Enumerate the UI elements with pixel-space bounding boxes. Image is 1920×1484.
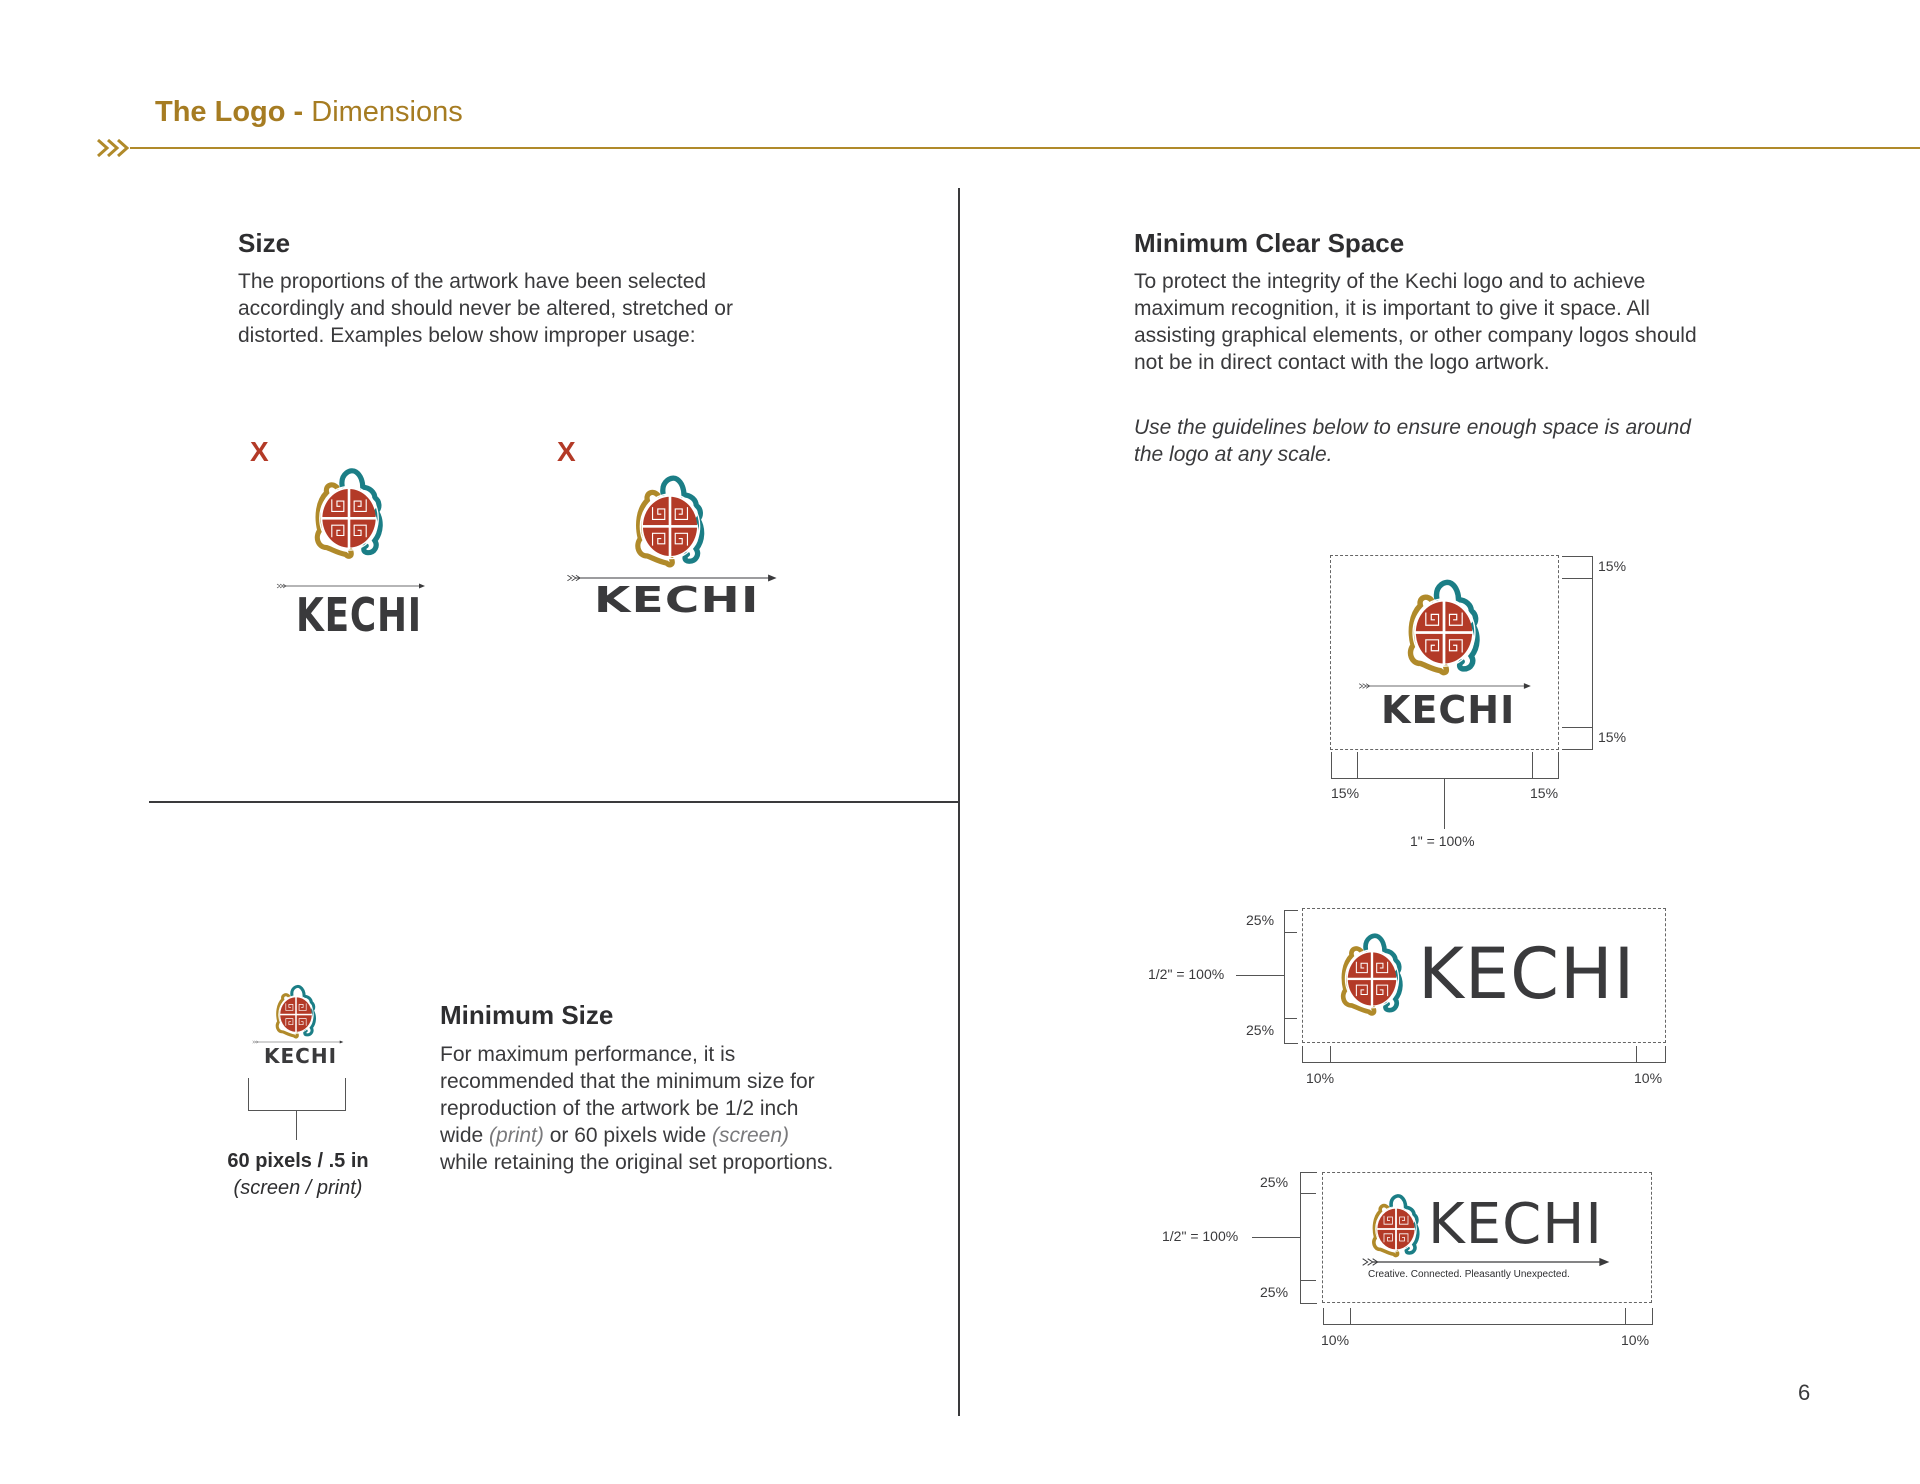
scale-label: 1/2" = 100% [1162,1228,1239,1244]
improper-usage-x-icon: X [250,436,269,467]
bottom-margin-label: 25% [1246,1022,1275,1038]
page-title-bold: The Logo - [155,96,304,128]
logo-wordmark: KECHI [1418,933,1636,1015]
left-margin-label: 15% [1331,785,1360,801]
tick [1284,1018,1297,1019]
right-measure-bracket [1562,556,1593,729]
small-logo-mark [270,984,322,1040]
logo-tagline: Creative. Connected. Pleasantly Unexpected. [1368,1269,1570,1280]
small-wordmark: KECHI [264,1044,338,1068]
scale-label: 1/2" = 100% [1148,966,1225,982]
bracket-stem [1236,975,1284,976]
tick [1562,727,1593,750]
top-margin-label: 15% [1598,558,1627,574]
tick [1284,932,1297,933]
top-margin-label: 25% [1260,1174,1289,1190]
stretched-wordmark-vertical: KECHI [296,588,422,642]
size-body: The proportions of the artwork have been selected accordingly and should never be altered, stretched or distorted. Examples below show improper usage: [238,270,733,347]
improper-usage-x-icon: X [557,436,576,467]
logo-mark [1332,932,1412,1018]
min-size-measure-sub: (screen / print) [233,1177,363,1199]
left-margin-label: 10% [1306,1070,1335,1086]
clear-space-body: To protect the integrity of the Kechi logo and to achieve maximum recognition, it is important to give it space. All assisting graphical elements, or other company logos should not be in direct contact with the logo artwork. [1134,270,1697,374]
scale-label: 1" = 100% [1410,833,1475,849]
header-rule [130,147,1920,149]
bottom-margin-label: 15% [1598,729,1627,745]
clear-space-heading: Minimum Clear Space [1134,228,1405,258]
stretched-logo-mark-horizontal [612,474,728,570]
tick [1300,1280,1316,1281]
bracket-stem [1444,779,1445,829]
clear-space-note: Use the guidelines below to ensure enough space is around the logo at any scale. [1134,416,1691,466]
page-title [155,96,463,129]
tick [1357,752,1533,778]
horizontal-divider [149,801,959,803]
min-size-heading: Minimum Size [440,1000,614,1030]
tick [1350,1308,1626,1324]
tick [1562,578,1592,579]
stretched-logo-mark-vertical [306,452,392,576]
tick [1300,1193,1316,1194]
right-margin-label: 10% [1634,1070,1663,1086]
width-bracket [248,1078,346,1111]
logo-mark [1366,1192,1426,1260]
page-title-light: Dimensions [311,96,463,128]
right-margin-label: 10% [1621,1332,1650,1348]
min-size-body-screen: (screen) [711,1124,789,1147]
logo-wordmark: KECHI [1428,1192,1603,1257]
tick [1330,1046,1637,1062]
size-heading: Size [238,228,291,258]
left-measure-bracket [1284,910,1298,1044]
right-margin-label: 15% [1530,785,1559,801]
min-size-body-text: For maximum performance, it is recommended that the minimum size for reproduction of the artwork be 1/2 inch wide [440,1043,815,1147]
bracket-stem [296,1110,297,1140]
left-margin-label: 10% [1321,1332,1350,1348]
bottom-margin-label: 25% [1260,1284,1289,1300]
min-size-body-print: (print) [489,1124,544,1147]
logo-mark [1398,578,1490,678]
min-size-measure: 60 pixels / .5 in [227,1150,369,1172]
left-measure-bracket [1300,1172,1317,1304]
stretched-wordmark-horizontal: KECHI [594,580,760,621]
logo-wordmark: KECHI [1381,688,1516,732]
page-number: 6 [1798,1380,1811,1405]
top-margin-label: 25% [1246,912,1275,928]
min-size-body [440,1041,840,1176]
bracket-stem [1252,1237,1300,1238]
logo-arrow-icon [1348,1257,1624,1267]
min-size-body-text: or 60 pixels wide [543,1124,712,1147]
min-size-body-text: while retaining the original set proportions. [440,1151,834,1174]
